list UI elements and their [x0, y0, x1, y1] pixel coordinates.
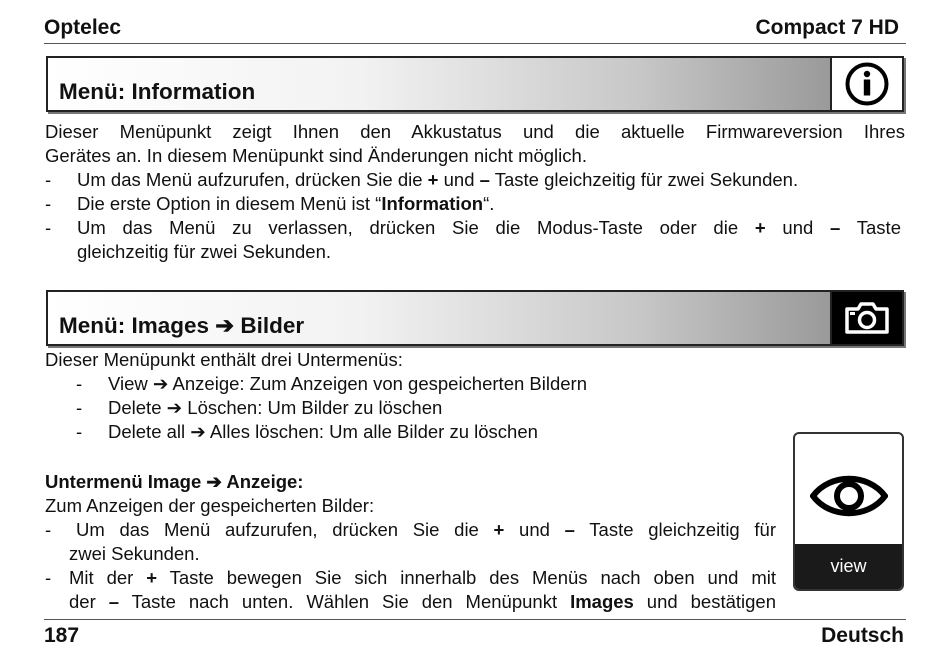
- footer-language: Deutsch: [821, 624, 904, 647]
- text-run: Menü: Images: [59, 313, 216, 338]
- text-run: Taste bewegen Sie sich innerhalb des Menüs nach oben und mit: [157, 567, 776, 588]
- info-intro-line1: Dieser Menüpunkt zeigt Ihnen den Akkustatus und die aktuelle Firmwareversion Ihres: [45, 121, 905, 142]
- plus-key: +: [754, 217, 766, 238]
- info-icon: [830, 58, 902, 110]
- bold-term: Information: [381, 193, 484, 214]
- submenu-item-delete: [108, 396, 442, 420]
- minus-key: –: [108, 591, 120, 612]
- text-run: Um das Menü aufzurufen, drücken Sie die: [77, 169, 428, 190]
- bullet-dash: -: [76, 373, 83, 394]
- info-bullet-exit-line2: gleichzeitig für zwei Sekunden.: [77, 241, 332, 262]
- text-run: Alles löschen: Um alle Bilder zu löschen: [205, 421, 538, 442]
- page-number: 187: [44, 624, 80, 647]
- text-run: Mit der: [69, 567, 147, 588]
- section-banner-information: [46, 56, 904, 112]
- plus-key: +: [493, 519, 505, 540]
- bullet-dash: -: [45, 217, 52, 238]
- text-run: Taste gleichzeitig für zwei Sekunden.: [489, 169, 799, 190]
- text-run: Bilder: [234, 313, 305, 338]
- minus-key: –: [830, 217, 841, 238]
- minus-key: –: [479, 169, 490, 190]
- text-run: Taste: [840, 217, 901, 238]
- info-bullet-first-option: [77, 192, 494, 216]
- sub-bullet-navigate-line1: [69, 566, 776, 590]
- submenu-item-delete-all: [108, 420, 538, 444]
- text-run: Die erste Option in diesem Menü ist “: [77, 193, 382, 214]
- bullet-dash: -: [45, 193, 52, 214]
- arrow-icon: ➔: [190, 421, 206, 442]
- section-title-images: [59, 313, 304, 339]
- bold-term: Images: [570, 591, 634, 612]
- header-brand: Optelec: [44, 16, 122, 39]
- text-run: Untermenü Image: [45, 471, 207, 492]
- text-run: Delete: [108, 397, 167, 418]
- subsection-heading-image-view: [45, 470, 303, 494]
- section-title-information: Menü: Information: [59, 79, 256, 104]
- view-button-illustration: [793, 432, 904, 591]
- text-run: und bestätigen: [633, 591, 777, 612]
- section-banner-images: [46, 290, 904, 346]
- text-run: der: [69, 591, 109, 612]
- bullet-dash: -: [45, 567, 52, 588]
- text-run: Löschen: Um Bilder zu löschen: [182, 397, 443, 418]
- text-run: Um das Menü zu verlassen, drücken Sie die Modus-Taste oder die: [77, 217, 755, 238]
- arrow-icon: ➔: [166, 397, 183, 418]
- sub-bullet-open-line1: [76, 518, 776, 542]
- text-run: und: [504, 519, 565, 540]
- arrow-icon: ➔: [215, 313, 235, 338]
- text-run: Anzeige: Zum Anzeigen von gespeicherten Bildern: [168, 373, 587, 394]
- info-intro-line2: Gerätes an. In diesem Menüpunkt sind Änderungen nicht möglich.: [45, 145, 587, 166]
- sub-bullet-open-line2: zwei Sekunden.: [69, 543, 200, 564]
- sub-bullet-navigate-line2: [69, 590, 776, 614]
- bullet-dash: -: [45, 519, 52, 540]
- arrow-icon: ➔: [206, 471, 222, 492]
- text-run: Anzeige:: [221, 471, 304, 492]
- text-run: Um das Menü aufzurufen, drücken Sie die: [76, 519, 494, 540]
- header-rule: [44, 43, 906, 44]
- arrow-icon: ➔: [152, 373, 169, 394]
- text-run: Delete all: [108, 421, 191, 442]
- text-run: View: [108, 373, 153, 394]
- bullet-dash: -: [76, 397, 83, 418]
- view-label: view: [795, 544, 902, 589]
- text-run: Taste nach unten. Wählen Sie den Menüpunkt: [119, 591, 571, 612]
- text-run: Taste gleichzeitig für: [574, 519, 776, 540]
- text-run: “.: [483, 193, 495, 214]
- text-run: und: [438, 169, 480, 190]
- bullet-dash: -: [76, 421, 83, 442]
- text-run: und: [765, 217, 831, 238]
- info-bullet-exit-line1: [77, 216, 901, 240]
- eye-icon: [795, 456, 902, 536]
- bullet-dash: -: [45, 169, 52, 190]
- header-model: Compact 7 HD: [755, 16, 899, 39]
- plus-key: +: [146, 567, 158, 588]
- footer-rule: [44, 619, 906, 620]
- camera-icon: [830, 292, 902, 344]
- images-intro: Dieser Menüpunkt enthält drei Untermenüs:: [45, 349, 403, 370]
- subsection-intro: Zum Anzeigen der gespeicherten Bilder:: [45, 495, 375, 516]
- info-bullet-open-menu: [77, 168, 798, 192]
- minus-key: –: [564, 519, 575, 540]
- plus-key: +: [427, 169, 439, 190]
- submenu-item-view: [108, 372, 587, 396]
